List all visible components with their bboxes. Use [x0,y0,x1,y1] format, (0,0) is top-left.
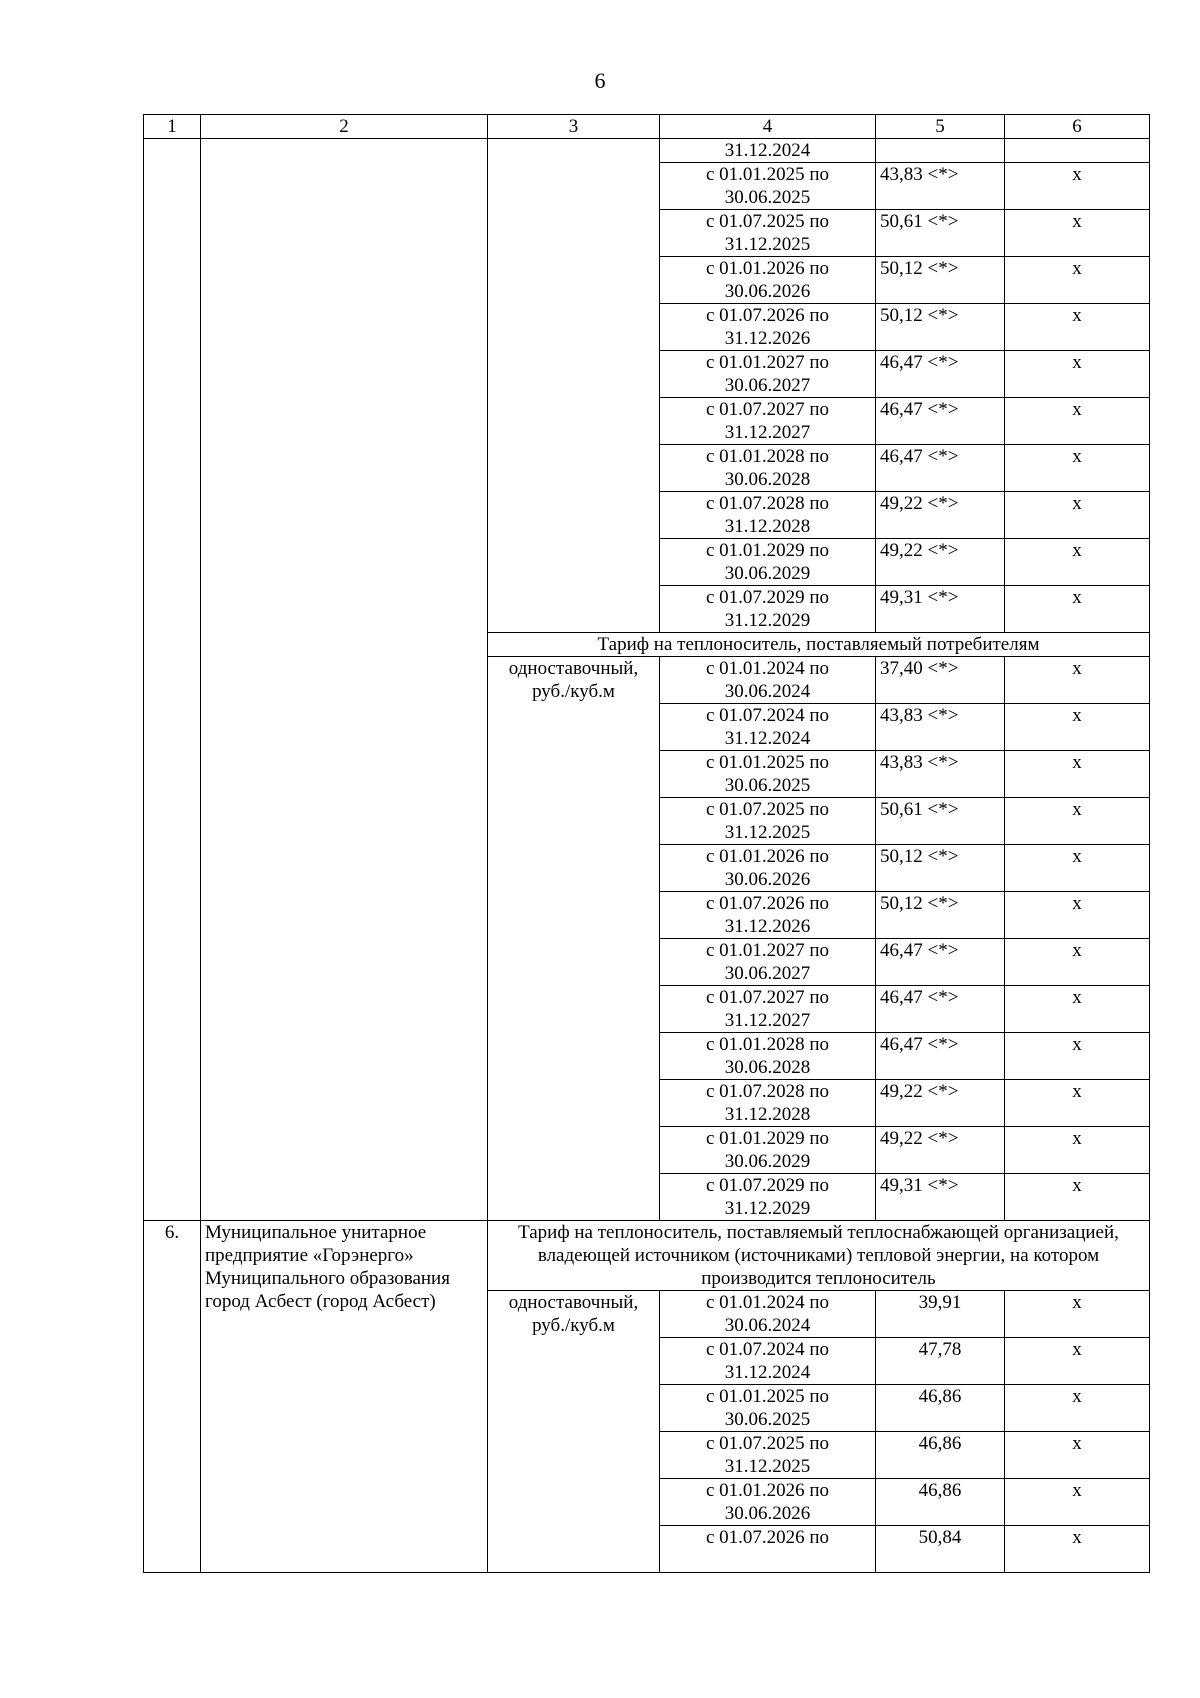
tariff-value-cell: 46,47 <*> [876,351,1005,398]
unit-cell: одноставочный, руб./куб.м [488,1291,660,1573]
unit-cell: одноставочный, руб./куб.м [488,657,660,1221]
mark-cell: x [1005,304,1150,351]
period-cell: с 01.07.2025 по 31.12.2025 [660,1432,876,1479]
column-header: 4 [660,115,876,139]
mark-cell: x [1005,986,1150,1033]
mark-cell: x [1005,1338,1150,1385]
tariff-value-cell: 49,22 <*> [876,1127,1005,1174]
mark-cell: x [1005,351,1150,398]
period-cell: с 01.01.2028 по 30.06.2028 [660,445,876,492]
column-header: 3 [488,115,660,139]
tariff-value-cell: 39,91 [876,1291,1005,1338]
period-cell: с 01.01.2028 по 30.06.2028 [660,1033,876,1080]
tariff-value-cell: 46,47 <*> [876,445,1005,492]
tariff-value-cell: 50,61 <*> [876,210,1005,257]
tariff-value-cell: 50,84 [876,1526,1005,1573]
period-cell: с 01.01.2026 по 30.06.2026 [660,845,876,892]
organization-name: Муниципальное унитарное предприятие «Горэнерго» Муниципального образования город Асбест (город Асбест) [201,1221,488,1573]
section-title: Тариф на теплоноситель, поставляемый потребителям [488,633,1150,657]
period-cell: с 01.07.2025 по 31.12.2025 [660,798,876,845]
period-cell: с 01.01.2025 по 30.06.2025 [660,751,876,798]
tariff-value-cell: 46,47 <*> [876,986,1005,1033]
column-header: 1 [144,115,201,139]
column-header: 2 [201,115,488,139]
tariff-value-cell: 43,83 <*> [876,704,1005,751]
mark-cell: x [1005,257,1150,304]
mark-cell: x [1005,492,1150,539]
mark-cell: x [1005,704,1150,751]
tariff-value-cell: 50,12 <*> [876,892,1005,939]
mark-cell: x [1005,751,1150,798]
period-cell: с 01.07.2026 по 31.12.2026 [660,304,876,351]
table-row [144,139,1150,163]
tariff-value-cell: 50,12 <*> [876,257,1005,304]
tariff-value-cell: 46,86 [876,1432,1005,1479]
mark-cell [1005,139,1150,163]
period-cell: с 01.01.2027 по 30.06.2027 [660,939,876,986]
period-cell: с 01.07.2028 по 31.12.2028 [660,492,876,539]
number-cell [144,139,201,1221]
mark-cell: x [1005,1080,1150,1127]
mark-cell: x [1005,1385,1150,1432]
tariff-value-cell: 49,22 <*> [876,539,1005,586]
mark-cell: x [1005,657,1150,704]
mark-cell: x [1005,845,1150,892]
tariff-value-cell: 47,78 [876,1338,1005,1385]
mark-cell: x [1005,1432,1150,1479]
tariff-value-cell: 43,83 <*> [876,163,1005,210]
period-cell: с 01.07.2024 по 31.12.2024 [660,1338,876,1385]
period-cell: с 01.07.2027 по 31.12.2027 [660,986,876,1033]
mark-cell: x [1005,1526,1150,1573]
mark-cell: x [1005,163,1150,210]
tariff-value-cell: 50,61 <*> [876,798,1005,845]
tariff-value-cell: 46,47 <*> [876,398,1005,445]
period-cell: с 01.07.2029 по 31.12.2029 [660,586,876,633]
mark-cell: x [1005,1174,1150,1221]
organization-cell [201,139,488,1221]
mark-cell: x [1005,1127,1150,1174]
tariff-value-cell: 46,86 [876,1479,1005,1526]
mark-cell: x [1005,398,1150,445]
mark-cell: x [1005,1291,1150,1338]
period-cell: 31.12.2024 [660,139,876,163]
tariff-table-body [144,115,1150,1573]
tariff-value-cell: 49,31 <*> [876,586,1005,633]
period-cell: с 01.01.2024 по 30.06.2024 [660,657,876,704]
tariff-value-cell: 46,47 <*> [876,939,1005,986]
mark-cell: x [1005,1479,1150,1526]
mark-cell: x [1005,939,1150,986]
tariff-type-cell [488,139,660,633]
page-number: 6 [594,68,606,93]
period-cell: с 01.07.2027 по 31.12.2027 [660,398,876,445]
tariff-value-cell: 43,83 <*> [876,751,1005,798]
tariff-value-cell: 49,22 <*> [876,1080,1005,1127]
column-header: 5 [876,115,1005,139]
period-cell: с 01.01.2026 по 30.06.2026 [660,257,876,304]
column-number-row [144,115,1150,139]
period-cell: с 01.01.2027 по 30.06.2027 [660,351,876,398]
mark-cell: x [1005,798,1150,845]
period-cell: с 01.01.2024 по 30.06.2024 [660,1291,876,1338]
tariff-value-cell: 37,40 <*> [876,657,1005,704]
period-cell: с 01.07.2026 по 31.12.2026 [660,892,876,939]
mark-cell: x [1005,586,1150,633]
period-cell: с 01.07.2029 по 31.12.2029 [660,1174,876,1221]
mark-cell: x [1005,445,1150,492]
table-row [144,1221,1150,1291]
period-cell: с 01.07.2028 по 31.12.2028 [660,1080,876,1127]
row-number: 6. [144,1221,201,1573]
tariff-value-cell: 49,22 <*> [876,492,1005,539]
tariff-value-cell: 49,31 <*> [876,1174,1005,1221]
period-cell: с 01.07.2024 по 31.12.2024 [660,704,876,751]
mark-cell: x [1005,1033,1150,1080]
period-cell: с 01.01.2029 по 30.06.2029 [660,539,876,586]
tariff-value-cell: 46,47 <*> [876,1033,1005,1080]
tariff-value-cell: 50,12 <*> [876,845,1005,892]
tariff-value-cell: 50,12 <*> [876,304,1005,351]
mark-cell: x [1005,892,1150,939]
tariff-value-cell [876,139,1005,163]
period-cell: с 01.01.2025 по 30.06.2025 [660,163,876,210]
period-cell: с 01.01.2025 по 30.06.2025 [660,1385,876,1432]
tariff-table [143,114,1150,1573]
section-title: Тариф на теплоноситель, поставляемый теплоснабжающей организацией, владеющей источником (источниками) тепловой энергии, на котором производится теплоноситель [488,1221,1150,1291]
period-cell: с 01.01.2026 по 30.06.2026 [660,1479,876,1526]
period-cell: с 01.07.2026 по [660,1526,876,1573]
period-cell: с 01.07.2025 по 31.12.2025 [660,210,876,257]
mark-cell: x [1005,210,1150,257]
column-header: 6 [1005,115,1150,139]
tariff-value-cell: 46,86 [876,1385,1005,1432]
mark-cell: x [1005,539,1150,586]
period-cell: с 01.01.2029 по 30.06.2029 [660,1127,876,1174]
